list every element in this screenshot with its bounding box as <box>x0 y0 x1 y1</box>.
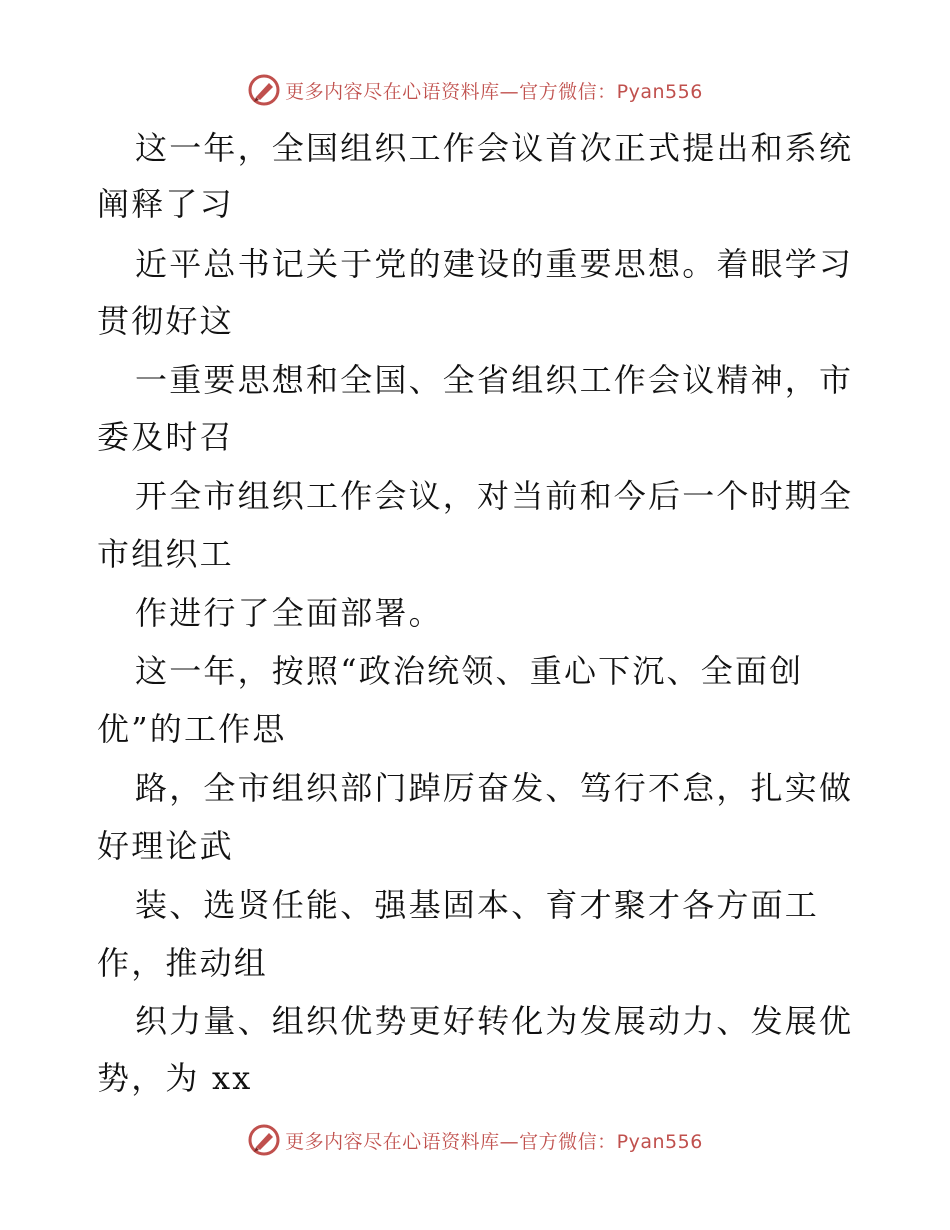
text-line: 贯彻好这 <box>97 302 234 340</box>
text-line: 一重要思想和全国、全省组织工作会议精神，市 <box>135 361 854 399</box>
text-line: 作，推动组 <box>97 944 269 982</box>
text-line: 作进行了全面部署。 <box>135 594 443 632</box>
text-line: 委及时召 <box>97 418 234 456</box>
text-line: 市组织工 <box>97 535 234 573</box>
text-line: 阐释了习 <box>97 185 234 223</box>
text-line: 近平总书记关于党的建设的重要思想。着眼学习 <box>135 245 854 283</box>
text-line: 好理论武 <box>97 827 234 865</box>
pen-logo-icon <box>247 1123 281 1157</box>
footer-watermark-text: 更多内容尽在心语资料库—官方微信：Pyan556 <box>285 1130 703 1153</box>
text-line: 路，全市组织部门踔厉奋发、笃行不怠，扎实做 <box>135 769 854 807</box>
text-line: 势，为 xx <box>97 1059 253 1097</box>
text-line: 织力量、组织优势更好转化为发展动力、发展优 <box>135 1002 854 1040</box>
text-line: 这一年，全国组织工作会议首次正式提出和系统 <box>135 129 854 167</box>
footer-watermark-banner <box>0 1120 950 1160</box>
text-line: 装、选贤任能、强基固本、育才聚才各方面工 <box>135 886 820 924</box>
text-line: 这一年，按照“政治统领、重心下沉、全面创 <box>135 652 804 690</box>
text-line: 开全市组织工作会议，对当前和今后一个时期全 <box>135 477 854 515</box>
pen-logo-icon <box>247 73 281 107</box>
header-watermark-banner <box>0 70 950 110</box>
header-watermark-text: 更多内容尽在心语资料库—官方微信：Pyan556 <box>285 80 703 103</box>
text-line: 优”的工作思 <box>97 710 287 748</box>
